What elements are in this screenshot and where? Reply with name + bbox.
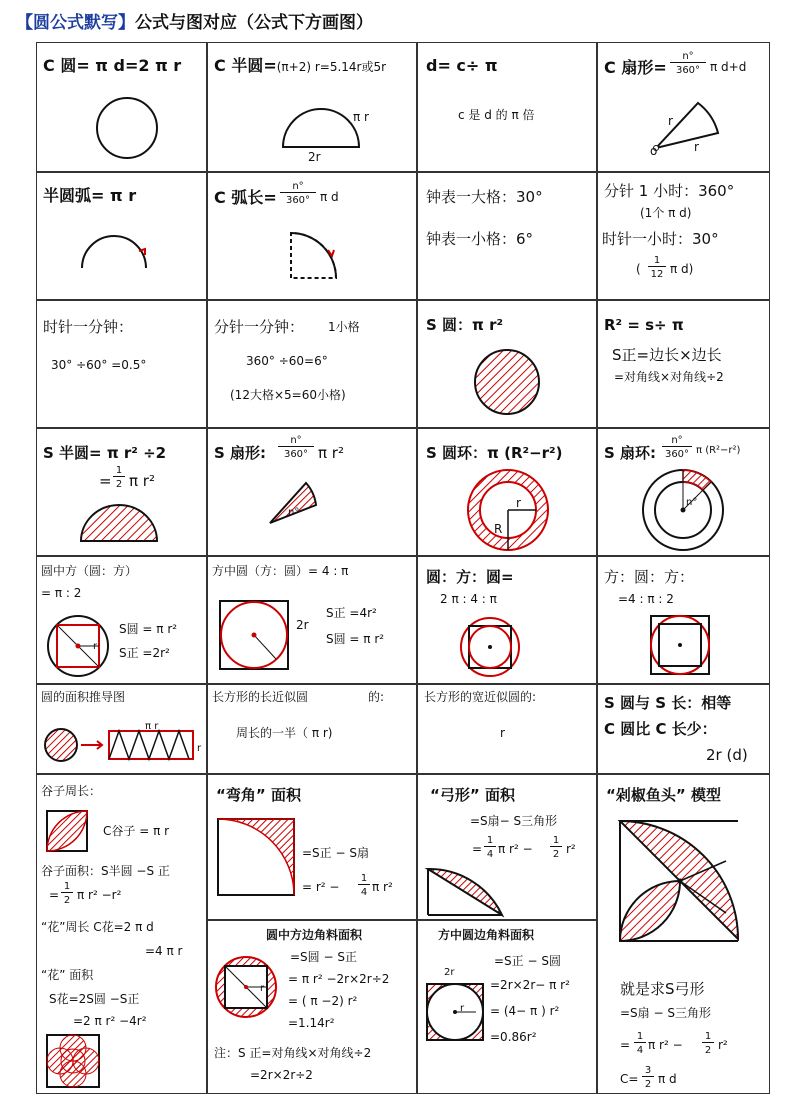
line: =1.14r² [288, 1016, 335, 1030]
line: S正=边长×边长 [612, 346, 722, 364]
frac-den: 360° [675, 65, 701, 76]
label: r [694, 140, 699, 154]
formula: S 扇环: [604, 444, 657, 462]
frac-num: 1 [702, 1031, 714, 1043]
cell-minute-hand-minute [207, 300, 417, 428]
formula: C 扇形= [604, 58, 667, 77]
line: = ( π −2) r² [288, 994, 358, 1008]
frac-den: 4 [360, 887, 368, 898]
cell-fish-head-model [597, 774, 770, 1094]
line: 2r (d) [706, 746, 748, 764]
annular-sector-figure [638, 467, 728, 553]
line: 的: [368, 690, 385, 704]
line: 时针一小时：30° [602, 230, 719, 248]
line: 分针一分钟： [214, 318, 305, 336]
formula: C谷子 = π r [103, 824, 170, 838]
line: =S圆 − S正 [290, 950, 357, 964]
line: C 圆比 C 长少： [604, 720, 717, 738]
formula: π r² − [648, 1038, 683, 1052]
frac-num: 1 [61, 881, 73, 893]
formula: r² [718, 1038, 728, 1052]
cell-annular-sector-area [597, 428, 770, 556]
frac-num: 3 [642, 1065, 654, 1077]
frac-num: n° [670, 51, 706, 63]
formula: C 半圆=(π+2) r=5.14r或5r [214, 56, 387, 75]
formula: r² [566, 842, 576, 856]
formula: = [472, 842, 483, 856]
line: = π : 2 [41, 586, 82, 600]
flower-figure [43, 1031, 107, 1091]
formula-grid [36, 42, 770, 1094]
line: 圆中方（圆：方） [41, 564, 138, 578]
label: π r [145, 721, 159, 732]
cell-sector-area [207, 428, 417, 556]
line: 长方形的宽近似圆的: [424, 690, 537, 704]
formula: =S正 − S扇 [302, 846, 369, 860]
cell-semicircle-arc [36, 172, 207, 300]
derivation-figure [43, 723, 203, 767]
frac-den: 360° [285, 195, 311, 206]
cell-radius-square [597, 300, 770, 428]
circle-in-square-figure [216, 597, 292, 673]
line: =0.86r² [490, 1030, 537, 1044]
formula: 半圆弧= π r [43, 186, 137, 205]
label: r [93, 641, 98, 652]
cell-grain-flower [36, 774, 207, 1094]
line: S花=2S圆 −S正 [49, 992, 140, 1006]
line: 长方形的长近似圆 [212, 690, 309, 704]
frac-num: n° [662, 435, 692, 447]
hatched-sector-figure [266, 479, 326, 529]
frac-num: 1 [634, 1031, 646, 1043]
tail: π (R²−r²) [696, 445, 741, 456]
cell-semicircle-circumference [207, 42, 417, 172]
line: π r² −r² [77, 888, 122, 902]
line: 圆：方：圆= [426, 568, 514, 586]
frac-den: 12 [650, 269, 664, 280]
frac-den: 2 [644, 1079, 652, 1090]
line: 360° ÷60=6° [246, 354, 328, 368]
tail: π d [320, 190, 339, 204]
tail: π r² [318, 444, 344, 462]
frac-num: 1 [484, 835, 496, 847]
label: 2r [308, 150, 321, 164]
line: 方中圆（方：圆）= 4 : π [212, 564, 349, 578]
cell-area-derivation [36, 684, 207, 774]
title: 圆中方边角料面积 [266, 928, 363, 942]
frac-den: 360° [283, 449, 309, 460]
formula: = [620, 1038, 631, 1052]
cell-square-circle-square [597, 556, 770, 684]
line: “花”周长 C花=2 π d [41, 920, 154, 934]
page-title: 【圆公式默写】公式与图对应（公式下方画图） [16, 13, 373, 33]
label: r [460, 1003, 465, 1014]
formula: S 圆：π r² [426, 316, 504, 334]
nested-figure [458, 615, 522, 679]
line: S 圆与 S 长：相等 [604, 694, 732, 712]
line: = [99, 472, 112, 490]
frac-num: 1 [358, 873, 370, 885]
hatched-semicircle-figure [77, 505, 167, 550]
frac-den: 360° [664, 449, 690, 460]
line: =2r×2r− π r² [490, 978, 570, 992]
formula: S 扇形: [214, 444, 267, 462]
title: “弯角” 面积 [216, 786, 301, 804]
line: 方：圆：方： [604, 568, 695, 586]
note: 注：S 正=对角线×对角线÷2 [214, 1046, 372, 1060]
label: 2r [444, 967, 455, 978]
line: 周长的一半（ π r) [236, 726, 333, 740]
line: 时针一分钟： [43, 318, 134, 336]
annulus-figure [462, 467, 554, 553]
formula: π r² − [498, 842, 533, 856]
label: n° [288, 507, 300, 518]
formula: S圆 = π r² [119, 622, 178, 636]
frac-den: 4 [486, 849, 494, 860]
line: =4 π r [145, 944, 183, 958]
frac-den: 2 [552, 849, 560, 860]
cell-square-in-circle-leftover [207, 920, 417, 1094]
line: R² = s÷ π [604, 316, 684, 334]
line: 圆的面积推导图 [41, 690, 126, 704]
label: π r [353, 110, 369, 124]
line: 钟表一小格：6° [426, 230, 534, 248]
line: 2 π : 4 : π [440, 592, 497, 606]
note: c 是 d 的 π 倍 [458, 108, 535, 122]
line: = π r² −2r×2r÷2 [288, 972, 390, 986]
formula: =S扇− S三角形 [470, 814, 558, 828]
label: 2r [296, 618, 309, 632]
cell-sector-circumference [597, 42, 770, 172]
line: =S正 − S圆 [494, 954, 561, 968]
formula: π r² [372, 880, 393, 894]
line: =S扇 − S三角形 [620, 1006, 711, 1020]
formula: S正 =4r² [326, 606, 377, 620]
line: r [500, 726, 505, 740]
tail: π d+d [710, 60, 747, 74]
cell-square-in-circle [36, 556, 207, 684]
cell-corner-area [207, 774, 417, 920]
tail: π d) [670, 262, 694, 276]
quarter-arc-figure [286, 228, 356, 288]
line: 30° ÷60° =0.5° [51, 358, 147, 372]
formula: S圆 = π r² [326, 632, 385, 646]
line: S 半圆= π r² ÷2 [43, 444, 167, 462]
line: “花” 面积 [41, 968, 94, 982]
cell-rect-width [417, 684, 597, 774]
cell-rect-length [207, 684, 417, 774]
cell-circle-vs-rect [597, 684, 770, 774]
frac-den: 4 [636, 1045, 644, 1056]
frac-num: n° [280, 181, 316, 193]
square-in-circle-figure [43, 613, 113, 679]
title: 方中圆边角料面积 [438, 928, 535, 942]
cell-annulus-area [417, 428, 597, 556]
circle-figure [92, 93, 162, 163]
label: r [516, 496, 521, 510]
formula: S 圆环：π (R²−r²) [426, 444, 563, 462]
cell-circle-area [417, 300, 597, 428]
cell-clock-hands [597, 172, 770, 300]
cell-semicircle-area [36, 428, 207, 556]
formula: π d [658, 1072, 677, 1086]
circle-in-square-leftover-figure [424, 981, 486, 1043]
formula: = r² − [302, 880, 340, 894]
frac-num: 1 [113, 465, 125, 477]
nested-figure [648, 613, 712, 677]
title: “剁椒鱼头” 模型 [606, 786, 721, 804]
arc-figure [77, 233, 157, 273]
fish-head-figure [616, 817, 742, 947]
paren: ( [636, 262, 641, 276]
label: o [650, 144, 658, 158]
frac-num: n° [278, 435, 314, 447]
line: 就是求S弓形 [620, 980, 705, 998]
line: =4 : π : 2 [618, 592, 674, 606]
cell-segment-area [417, 774, 597, 920]
cell-arc-length [207, 172, 417, 300]
title: “弓形” 面积 [430, 786, 515, 804]
cell-diameter [417, 42, 597, 172]
label: r [260, 983, 265, 994]
label: r [197, 743, 202, 754]
label: R [494, 522, 503, 536]
line: = [49, 888, 60, 902]
sector-figure [648, 98, 728, 158]
frac-den: 2 [115, 479, 123, 490]
square-in-circle-leftover-figure [212, 953, 282, 1023]
formula: d= c÷ π [426, 56, 498, 75]
line: 1小格 [328, 320, 360, 334]
segment-figure [424, 865, 514, 919]
formula: C= [620, 1072, 639, 1086]
line: (12大格×5=60小格) [230, 388, 346, 402]
line: (1个 π d) [640, 206, 692, 220]
cell-clock-grid [417, 172, 597, 300]
formula: C 弧长= [214, 188, 277, 207]
formula: C 圆= π d=2 π r [43, 56, 182, 75]
label: n° [686, 497, 698, 508]
tail: π r² [129, 472, 155, 490]
cell-circle-square-circle [417, 556, 597, 684]
line: 谷子周长： [41, 784, 102, 798]
cell-circle-circumference [36, 42, 207, 172]
grain-figure [43, 807, 93, 857]
line: =对角线×对角线÷2 [614, 370, 724, 384]
cell-hour-hand-minute [36, 300, 207, 428]
frac-den: 2 [704, 1045, 712, 1056]
line: 钟表一大格：30° [426, 188, 543, 206]
label: r [668, 114, 673, 128]
note: =2r×2r÷2 [250, 1068, 313, 1082]
frac-num: 1 [648, 255, 666, 267]
line: =2 π r² −4r² [73, 1014, 147, 1028]
line: = (4− π ) r² [490, 1004, 560, 1018]
hatched-circle-figure [472, 347, 542, 417]
cell-circle-in-square [207, 556, 417, 684]
cell-circle-in-square-leftover [417, 920, 597, 1094]
formula: S正 =2r² [119, 646, 170, 660]
line: 谷子面积：S半圆 −S 正 [41, 864, 170, 878]
line: 分针 1 小时：360° [604, 182, 735, 200]
frac-den: 2 [63, 895, 71, 906]
corner-figure [214, 815, 298, 899]
frac-num: 1 [550, 835, 562, 847]
